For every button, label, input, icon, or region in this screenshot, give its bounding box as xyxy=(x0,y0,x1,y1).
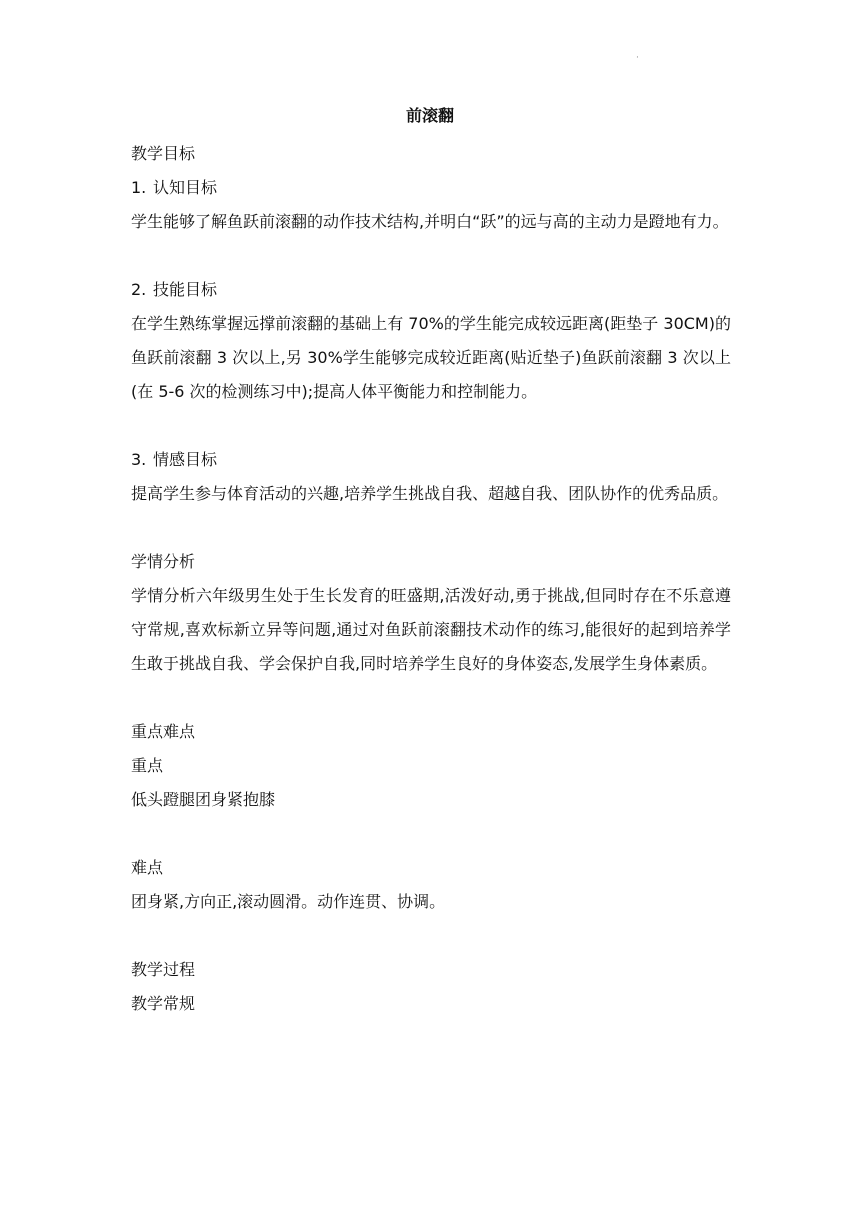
spacer xyxy=(131,681,731,715)
cognitive-objective-heading xyxy=(131,171,731,205)
cognitive-objective-text: 学生能够了解鱼跃前滚翻的动作技术结构,并明白“跃”的远与高的主动力是蹬地有力。 xyxy=(131,212,729,231)
key-points-heading: 重点难点 xyxy=(131,722,196,741)
routine-label: 教学常规 xyxy=(131,994,196,1013)
emotional-objective-text: 提高学生参与体育活动的兴趣,培养学生挑战自我、超越自我、团队协作的优秀品质。 xyxy=(131,484,729,503)
header-mark: · xyxy=(636,53,639,63)
analysis-text: 学情分析六年级男生处于生长发育的旺盛期,活泼好动,勇于挑战,但同时存在不乐意遵守常规,喜欢标新立异等问题,通过对鱼跃前滚翻技术动作的练习,能很好的起到培养学生敢于挑战自我、学会保护自我,同时培养学生良好的身体姿态,发展学生身体素质。 xyxy=(131,586,731,673)
document-title: 前滚翻 xyxy=(405,106,454,125)
spacer xyxy=(131,239,731,273)
emotional-objective-number: 3. xyxy=(131,450,147,469)
skill-objective-text: 在学生熟练掌握远撑前滚翻的基础上有 70%的学生能完成较远距离(距垫子 30CM)的鱼跃前滚翻 3 次以上,另 30%学生能够完成较近距离(贴近垫子)鱼跃前滚翻 3 次以上(在 5-6 次的检测练习中);提高人体平衡能力和控制能力。 xyxy=(131,314,731,401)
spacer xyxy=(131,409,731,443)
analysis-heading: 学情分析 xyxy=(131,552,196,571)
cognitive-objective-label: 认知目标 xyxy=(153,178,218,197)
emotional-objective-heading xyxy=(131,443,731,477)
objectives-heading: 教学目标 xyxy=(131,144,196,163)
document-body xyxy=(131,137,731,1021)
spacer xyxy=(131,511,731,545)
emotional-objective-label: 情感目标 xyxy=(153,450,218,469)
skill-objective-heading xyxy=(131,273,731,307)
skill-objective-label: 技能目标 xyxy=(153,280,218,299)
focus-text: 低头蹬腿团身紧抱膝 xyxy=(131,790,276,809)
difficulty-label: 难点 xyxy=(131,858,164,877)
cognitive-objective-number: 1. xyxy=(131,178,147,197)
skill-objective-number: 2. xyxy=(131,280,147,299)
focus-label: 重点 xyxy=(131,756,164,775)
process-heading: 教学过程 xyxy=(131,960,196,979)
spacer xyxy=(131,817,731,851)
spacer xyxy=(131,919,731,953)
difficulty-text: 团身紧,方向正,滚动圆滑。动作连贯、协调。 xyxy=(131,892,446,911)
